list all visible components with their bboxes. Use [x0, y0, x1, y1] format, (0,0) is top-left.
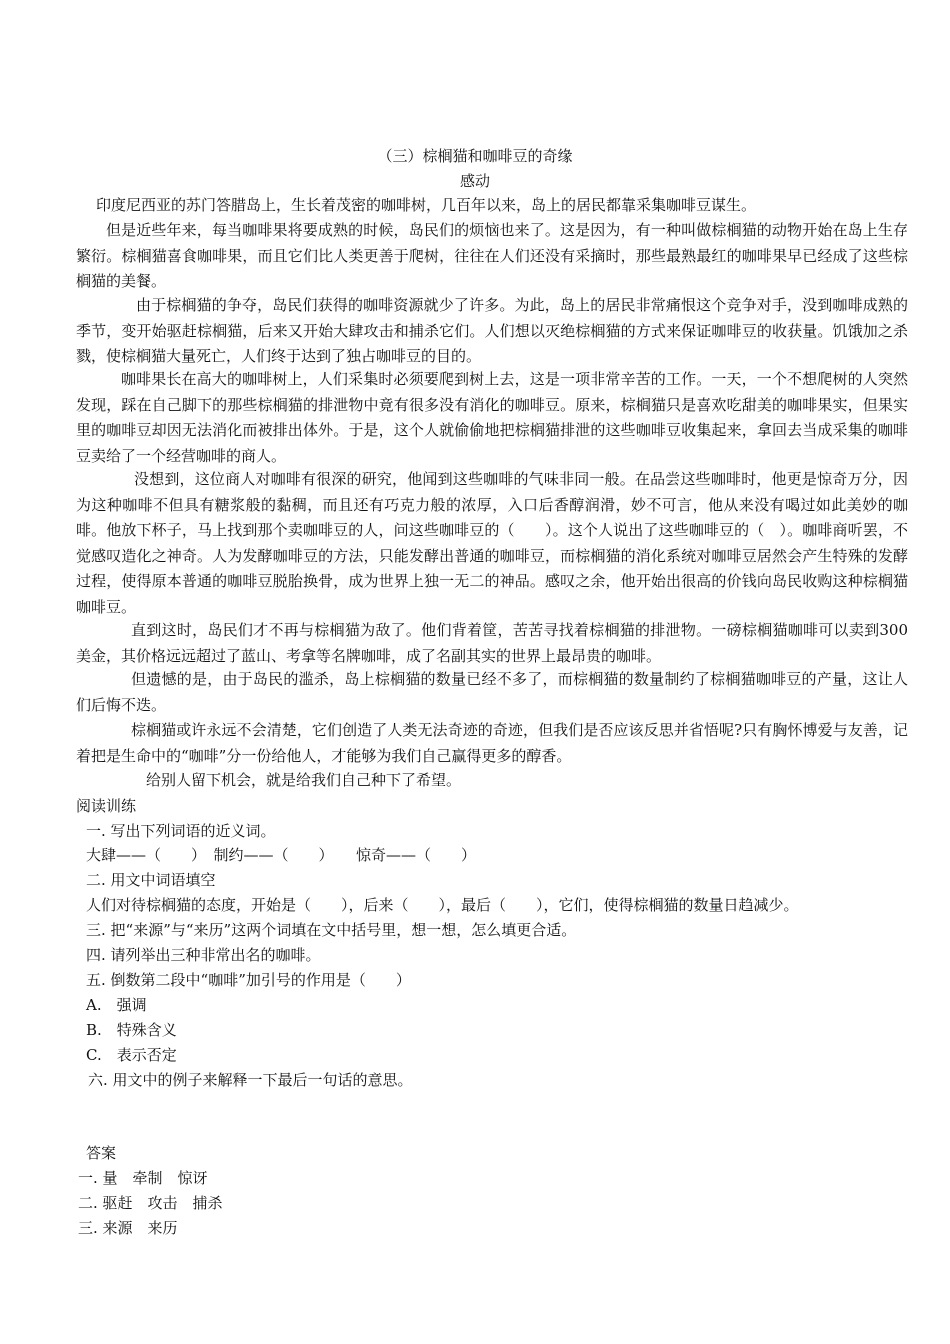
exercise-5-option-c: C. 表示否定 — [86, 1046, 177, 1064]
article-title: （三）棕榈猫和咖啡豆的奇缘 — [377, 147, 573, 165]
exercise-6-question: 六. 用文中的例子来解释一下最后一句话的意思。 — [88, 1071, 413, 1089]
paragraph-7: 但遗憾的是，由于岛民的滥杀，岛上棕榈猫的数量已经不多了，而棕榈猫的数量制约了棕榈猫咖啡豆的产量，这让人们后悔不迭。 — [76, 670, 908, 714]
answer-3: 三. 来源 来历 — [78, 1219, 178, 1237]
paragraph-6: 直到这时，岛民们才不再与棕榈猫为敌了。他们背着筐，苦苦寻找着棕榈猫的排泄物。一磅棕榈猫咖啡可以卖到300美金，其价格远远超过了蓝山、考拿等名牌咖啡，成了名副其实的世界上最昂贵的咖啡。 — [76, 621, 908, 665]
exercise-5-option-a: A. 强调 — [86, 996, 147, 1014]
article-subtitle: 感动 — [459, 172, 490, 190]
exercise-5-option-b: B. 特殊含义 — [86, 1021, 177, 1039]
paragraph-2: 但是近些年来，每当咖啡果将要成熟的时候，岛民们的烦恼也来了。这是因为，有一种叫做棕榈猫的动物开始在岛上生存繁衍。棕榈猫喜食咖啡果，而且它们比人类更善于爬树，往往在人们还没有采摘时，那些最熟最红的咖啡果早已经成了这些棕榈猫的美餐。 — [76, 221, 908, 290]
paragraph-3: 由于棕榈猫的争夺，岛民们获得的咖啡资源就少了许多。为此，岛上的居民非常痛恨这个竞争对手，没到咖啡成熟的季节，变开始驱赶棕榈猫，后来又开始大肆攻击和捕杀它们。人们想以灭绝棕榈猫的方式来保证咖啡豆的收获量。饥饿加之杀戮，使棕榈猫大量死亡，人们终于达到了独占咖啡豆的目的。 — [76, 296, 908, 365]
answers-heading: 答案 — [86, 1144, 117, 1162]
answer-1: 一. 量 牵制 惊讶 — [78, 1169, 208, 1187]
exercise-2-blanks: 人们对待棕榈猫的态度，开始是（ ），后来（ ），最后（ ），它们，使得棕榈猫的数量日趋减少。 — [86, 896, 799, 914]
exercises-heading: 阅读训练 — [76, 797, 137, 815]
exercise-1-blanks: 大肆——（ ） 制约——（ ） 惊奇——（ ） — [86, 846, 477, 864]
paragraph-4: 咖啡果长在高大的咖啡树上，人们采集时必须要爬到树上去，这是一项非常辛苦的工作。一天，一个不想爬树的人突然发现，踩在自己脚下的那些棕榈猫的排泄物中竟有很多没有消化的咖啡豆。原来，棕榈猫只是喜欢吃甜美的咖啡果实，但果实里的咖啡豆却因无法消化而被排出体外。于是，这个人就偷偷地把棕榈猫排泄的这些咖啡豆收集起来，拿回去当成采集的咖啡豆卖给了一个经营咖啡的商人。 — [76, 370, 908, 465]
paragraph-8: 棕榈猫或许永远不会清楚，它们创造了人类无法奇迹的奇迹，但我们是否应该反思并省悟呢?只有胸怀博爱与友善，记着把是生命中的“咖啡”分一份给他人，才能够为我们自己赢得更多的醇香。 — [76, 721, 908, 765]
exercise-5-question: 五. 倒数第二段中“咖啡”加引号的作用是（ ） — [86, 971, 411, 989]
exercise-2-question: 二. 用文中词语填空 — [86, 871, 216, 889]
exercise-3-question: 三. 把“来源”与“来历”这两个词填在文中括号里，想一想，怎么填更合适。 — [86, 921, 577, 939]
paragraph-1: 印度尼西亚的苏门答腊岛上，生长着茂密的咖啡树，几百年以来，岛上的居民都靠采集咖啡豆谋生。 — [96, 196, 757, 214]
paragraph-5: 没想到，这位商人对咖啡有很深的研究，他闻到这些咖啡的气味非同一般。在品尝这些咖啡时，他更是惊奇万分，因为这种咖啡不但具有糖浆般的黏稠，而且还有巧克力般的浓厚，入口后香醇润滑，妙不可言，他从来没有喝过如此美妙的咖啡。他放下杯子，马上找到那个卖咖啡豆的人，问这些咖啡豆的（ ）。这个人说出了这些咖啡豆的（ ）。咖啡商听罢，不觉感叹造化之神奇。人为发酵咖啡豆的方法，只能发酵出普通的咖啡豆，而棕榈猫的消化系统对咖啡豆居然会产生特殊的发酵过程，使得原本普通的咖啡豆脱胎换骨，成为世界上独一无二的神品。感叹之余，他开始出很高的价钱向岛民收购这种棕榈猫咖啡豆。 — [76, 470, 908, 616]
paragraph-9: 给别人留下机会，就是给我们自己种下了希望。 — [146, 771, 462, 789]
exercise-4-question: 四. 请列举出三种非常出名的咖啡。 — [86, 946, 321, 964]
exercise-1-question: 一. 写出下列词语的近义词。 — [86, 822, 276, 840]
answer-2: 二. 驱赶 攻击 捕杀 — [78, 1194, 223, 1212]
